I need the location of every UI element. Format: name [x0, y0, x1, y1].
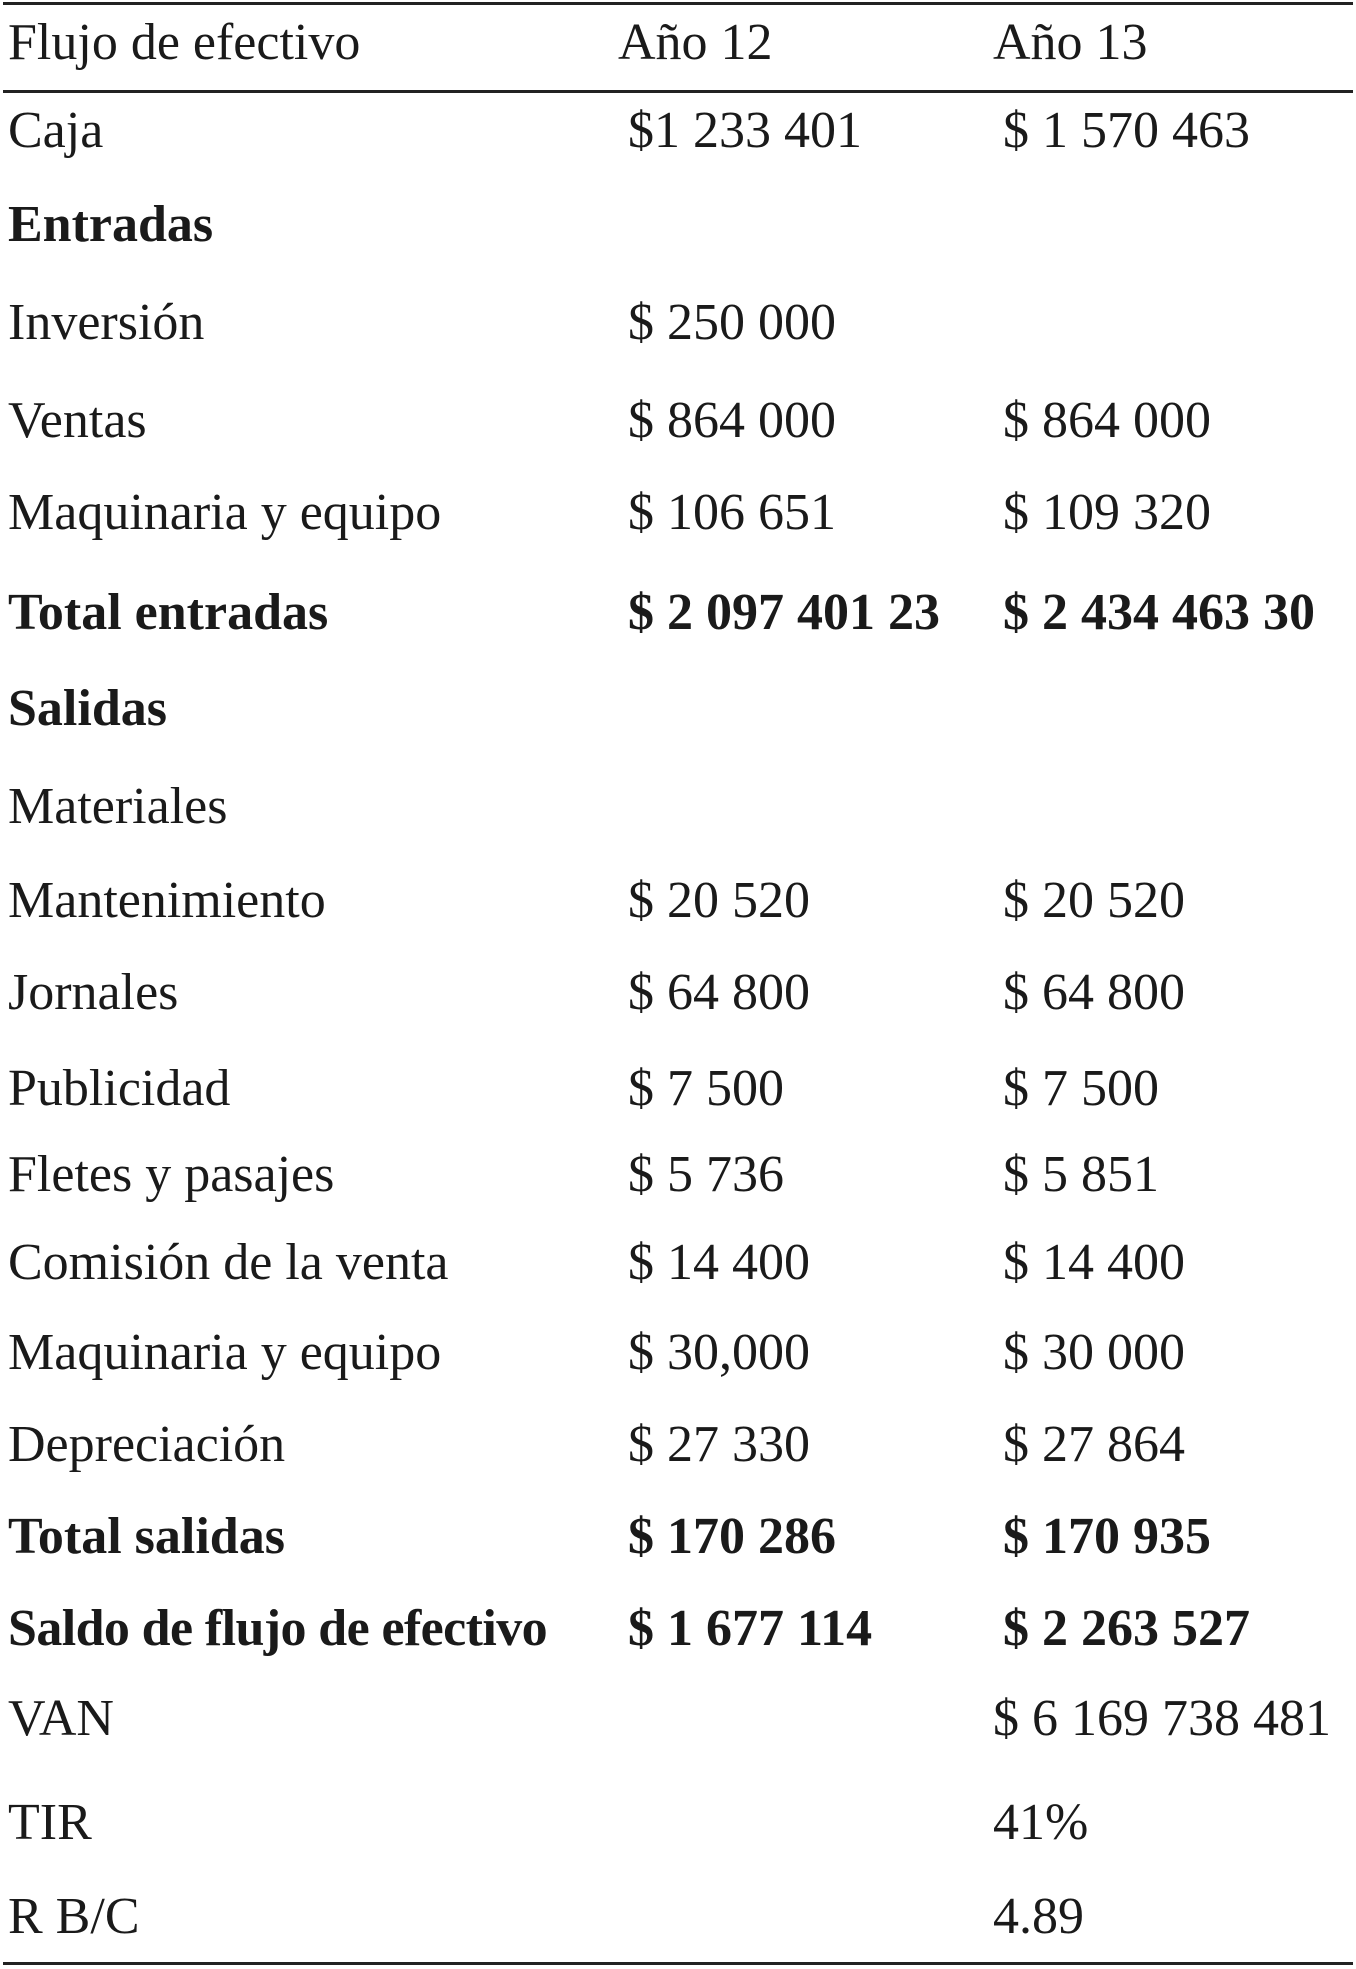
row-label: Ventas — [8, 392, 147, 449]
table-row — [0, 478, 1356, 548]
table-row — [0, 96, 1356, 166]
indicator-row — [0, 1882, 1356, 1952]
total-row — [0, 578, 1356, 648]
row-label: Materiales — [8, 778, 228, 835]
row-value-year-13: $ 109 320 — [1003, 484, 1211, 541]
table-row — [0, 772, 1356, 842]
row-value-year-13: 4.89 — [993, 1888, 1084, 1945]
table-row — [0, 866, 1356, 936]
row-value-year-13: $ 27 864 — [1003, 1416, 1185, 1473]
row-label: VAN — [8, 1690, 114, 1747]
table-header-rule — [3, 90, 1353, 93]
table-row — [0, 958, 1356, 1028]
row-value-year-12: $ 250 000 — [628, 294, 836, 351]
row-label: Depreciación — [8, 1416, 286, 1473]
table-bottom-rule — [3, 1962, 1353, 1965]
row-value-year-12: $ 20 520 — [628, 872, 810, 929]
table-row — [0, 1410, 1356, 1480]
row-value-year-12: $ 14 400 — [628, 1234, 810, 1291]
row-label: Jornales — [8, 964, 179, 1021]
section-heading-row — [0, 674, 1356, 744]
table-row — [0, 1140, 1356, 1210]
table-top-rule — [3, 2, 1353, 5]
table-header-row — [0, 8, 1356, 78]
row-value-year-12: $ 2 097 401 23 — [628, 584, 940, 641]
section-heading: Salidas — [8, 680, 167, 737]
header-year-13: Año 13 — [993, 14, 1148, 71]
row-value-year-13: $ 170 935 — [1003, 1508, 1211, 1565]
section-heading-row — [0, 190, 1356, 260]
row-label: Fletes y pasajes — [8, 1146, 335, 1203]
row-value-year-13: $ 2 434 463 30 — [1003, 584, 1315, 641]
total-row — [0, 1502, 1356, 1572]
row-value-year-12: $ 1 677 114 — [628, 1600, 873, 1657]
row-value-year-12: $ 7 500 — [628, 1060, 784, 1117]
header-year-12: Año 12 — [618, 14, 773, 71]
row-label: TIR — [8, 1794, 92, 1851]
row-value-year-13: $ 7 500 — [1003, 1060, 1159, 1117]
row-label: Caja — [8, 102, 104, 159]
row-label: Mantenimiento — [8, 872, 326, 929]
row-label: Comisión de la venta — [8, 1234, 449, 1291]
row-value-year-13: $ 2 263 527 — [1003, 1600, 1250, 1657]
row-value-year-13: $ 30 000 — [1003, 1324, 1185, 1381]
table-row — [0, 1054, 1356, 1124]
row-value-year-13: $ 14 400 — [1003, 1234, 1185, 1291]
row-value-year-13: $ 1 570 463 — [1003, 102, 1250, 159]
row-label: Saldo de flujo de efectivo — [8, 1600, 548, 1657]
row-value-year-13: $ 20 520 — [1003, 872, 1185, 929]
row-value-year-12: $ 864 000 — [628, 392, 836, 449]
table-row — [0, 1318, 1356, 1388]
row-value-year-12: $ 170 286 — [628, 1508, 836, 1565]
row-value-year-12: $1 233 401 — [628, 102, 862, 159]
row-label: Publicidad — [8, 1060, 231, 1117]
row-value-year-12: $ 5 736 — [628, 1146, 784, 1203]
row-value-year-13: $ 864 000 — [1003, 392, 1211, 449]
row-label: R B/C — [8, 1888, 140, 1945]
row-value-year-13: 41% — [993, 1794, 1089, 1851]
indicator-row — [0, 1788, 1356, 1858]
row-label: Maquinaria y equipo — [8, 1324, 442, 1381]
table-row — [0, 1228, 1356, 1298]
table-row — [0, 386, 1356, 456]
row-label: Total salidas — [8, 1508, 285, 1565]
table-row — [0, 288, 1356, 358]
row-value-year-13: $ 6 169 738 481 — [993, 1690, 1331, 1747]
row-label: Total entradas — [8, 584, 329, 641]
row-label: Maquinaria y equipo — [8, 484, 442, 541]
section-heading: Entradas — [8, 196, 214, 253]
row-value-year-12: $ 64 800 — [628, 964, 810, 1021]
indicator-row — [0, 1684, 1356, 1754]
row-value-year-13: $ 5 851 — [1003, 1146, 1159, 1203]
balance-row — [0, 1594, 1356, 1664]
row-label: Inversión — [8, 294, 205, 351]
row-value-year-12: $ 30,000 — [628, 1324, 810, 1381]
header-label: Flujo de efectivo — [8, 14, 361, 71]
row-value-year-12: $ 27 330 — [628, 1416, 810, 1473]
row-value-year-12: $ 106 651 — [628, 484, 836, 541]
row-value-year-13: $ 64 800 — [1003, 964, 1185, 1021]
